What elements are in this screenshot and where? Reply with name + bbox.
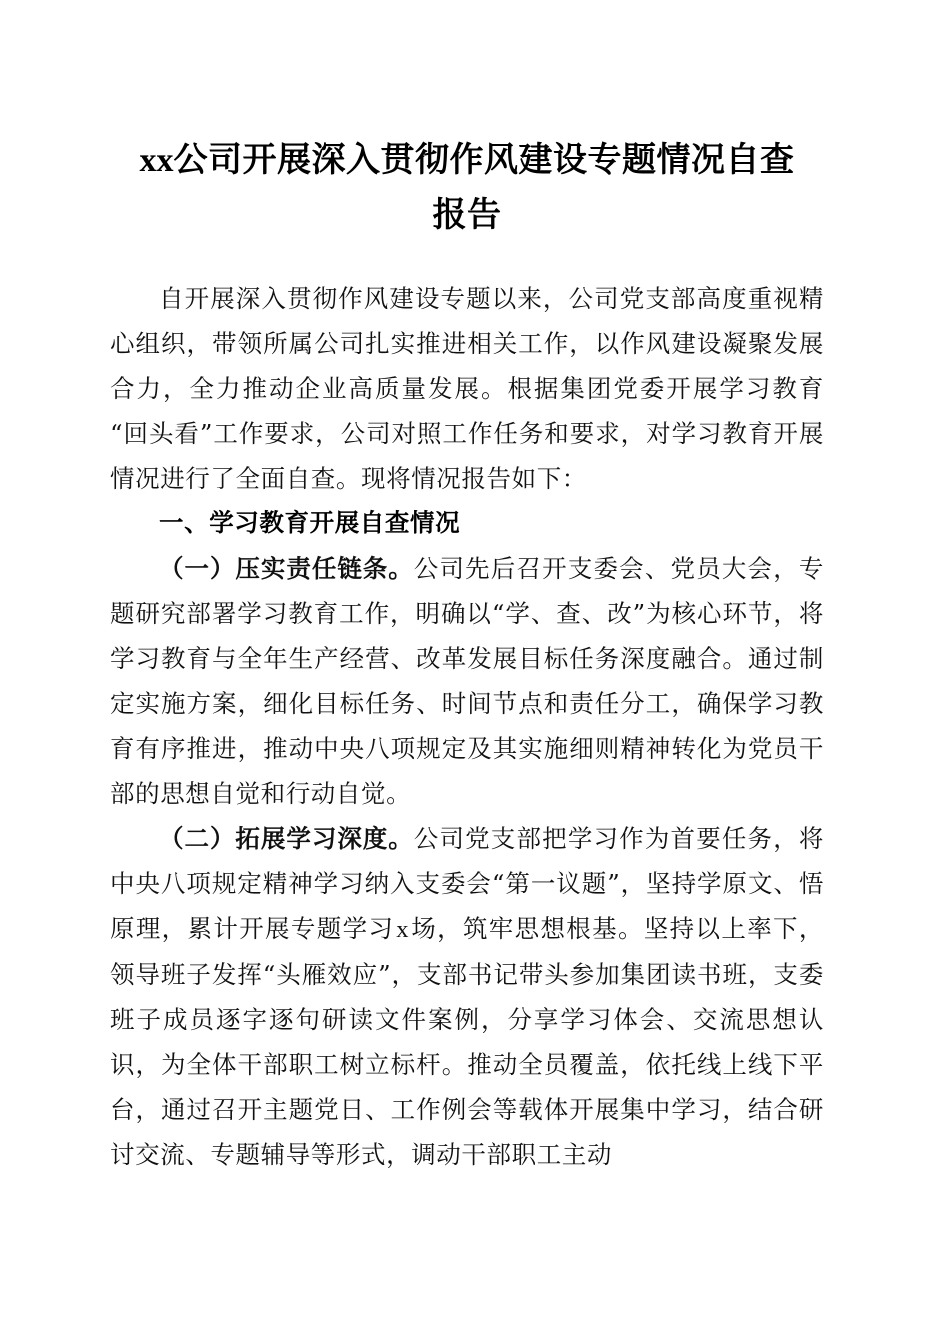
document-content <box>110 0 824 1177</box>
subsection-placeholder-count: x <box>396 916 409 943</box>
subsection-text-2b: 场，筑牢思想根基。坚持以上率下，领导班子发挥“头雁效应”，支部书记带头参加集团读书班，支委班子成员逐字逐句研读文件案例，分享学习体会、交流思想认识，为全体干部职工树立标杆。推动全员覆盖，依托线上线下平台，通过召开主题党日、工作例会等载体开展集中学习，结合研讨交流、专题辅导等形式，调动干部职工主动 <box>110 914 824 1169</box>
section-heading-1: 一、学习教育开展自查情况 <box>159 510 461 537</box>
document-title-line-1: 公司开展深入贯彻作风建设专题情况自查 <box>173 140 795 180</box>
document-body <box>110 242 824 1177</box>
opening-paragraph: 自开展深入贯彻作风建设专题以来，公司党支部高度重视精心组织，带领所属公司扎实推进相关工作，以作风建设凝聚发展合力，全力推动企业高质量发展。根据集团党委开展学习教育“回头看”工作要求，公司对照工作任务和要求，对学习教育开展情况进行了全面自查。现将情况报告如下： <box>110 284 824 493</box>
subsection-text-2a: 公司党支部把学习作为首要任务，将中央八项规定精神学习纳入支委会“第一议题”，坚持学原文、悟原理，累计开展专题学习 <box>110 824 824 943</box>
subsection-text-1: 公司先后召开支委会、党员大会，专题研究部署学习教育工作，明确以“学、查、改”为核心环节，将学习教育与全年生产经营、改革发展目标任务深度融合。通过制定实施方案，细化目标任务、时间节点和责任分工，确保学习教育有序推进，推动中央八项规定及其实施细则精神转化为党员干部的思想自觉和行动自觉。 <box>110 554 824 808</box>
document-title-latin-prefix: xx <box>139 142 174 179</box>
document-title <box>110 0 824 242</box>
subsection-lead-2: （二）拓展学习深度。 <box>159 824 414 853</box>
subsection-paragraph-2 <box>110 816 824 1177</box>
document-title-line-2: 报告 <box>432 195 502 235</box>
subsection-lead-1: （一）压实责任链条。 <box>159 554 414 583</box>
subsection-paragraph-1 <box>110 546 824 816</box>
